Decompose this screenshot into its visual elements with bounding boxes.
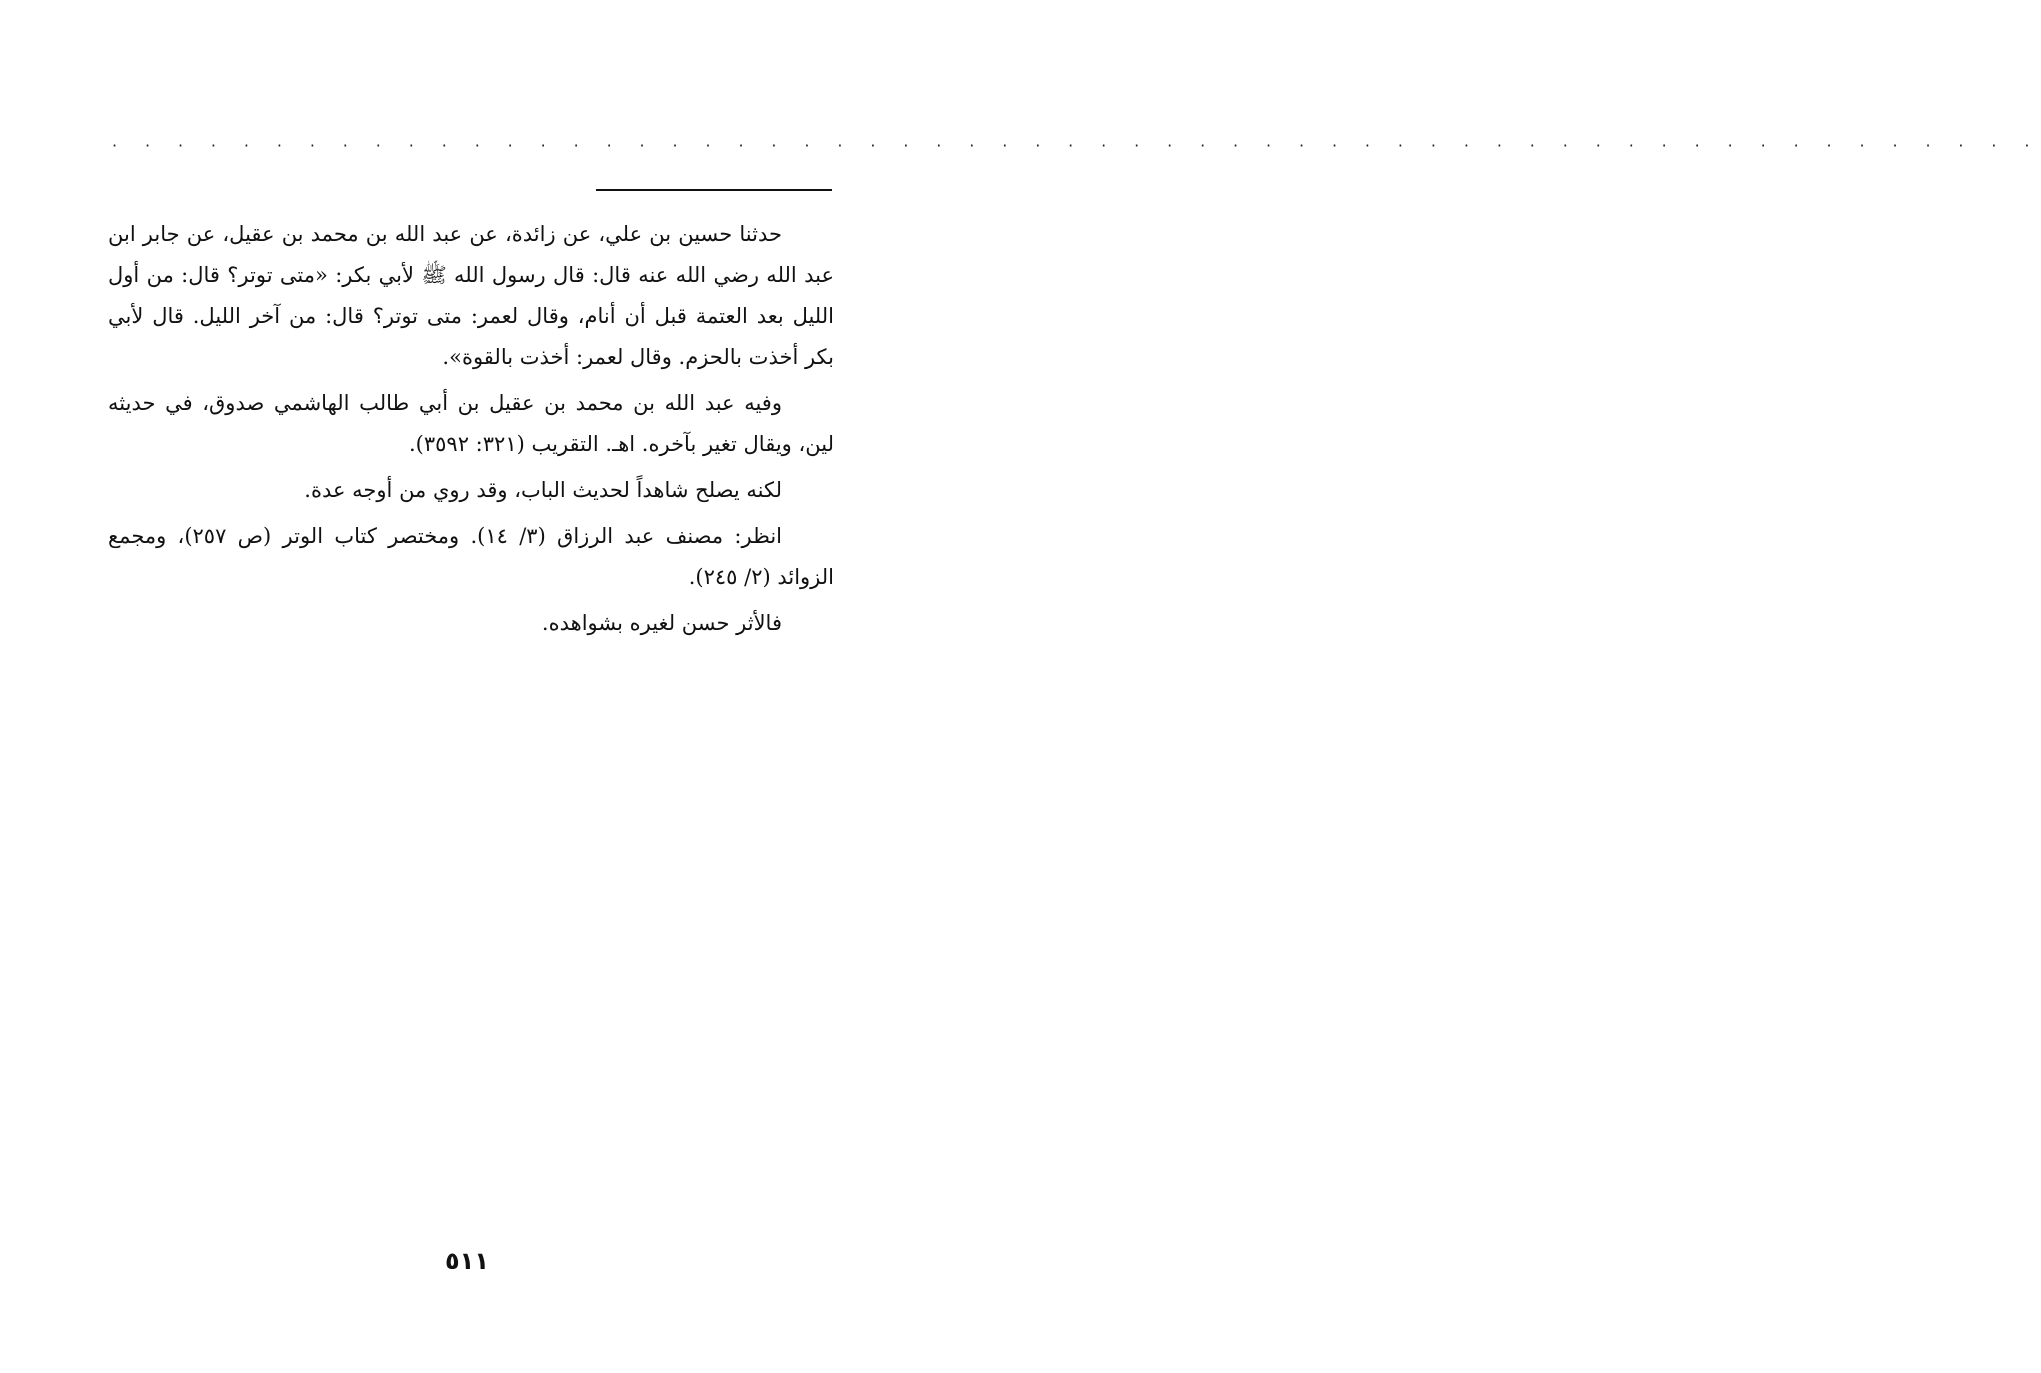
page-body [108,214,834,649]
paragraph-references: انظر: مصنف عبد الرزاق (٣/ ١٤). ومختصر كتاب الوتر (ص ٢٥٧)، ومجمع الزوائد (٢/ ٢٤٥). [108,524,834,589]
paragraph-conclusion: فالأثر حسن لغيره بشواهده. [541,611,782,635]
page-number: ٥١١ [445,1247,489,1275]
footnote-rule [596,189,832,191]
dotted-separator: · · · · · · · · · · · · · · · · · · · · · · · · · · · · · · · · · · · · · · · · · · · · · · · · · · · · · · · · · · · [112,136,2041,155]
paragraph-narrator-note: وفيه عبد الله بن محمد بن عقيل بن أبي طالب الهاشمي صدوق، في حديثه لين، ويقال تغير بآخره. اهـ. التقريب (٣٢١: ٣٥٩٢). [108,391,834,456]
paragraph-hadith: حدثنا حسين بن علي، عن زائدة، عن عبد الله بن محمد بن عقيل، عن جابر ابن عبد الله رضي الله عنه قال: قال رسول الله ﷺ لأبي بكر: «متى توتر؟ قال: من أول الليل بعد العتمة قبل أن أنام، وقال لعمر: متى توتر؟ قال: من آخر الليل. قال لأبي بكر أخذت بالحزم. وقال لعمر: أخذت بالقوة». [108,222,834,369]
paragraph-supporting: لكنه يصلح شاهداً لحديث الباب، وقد روي من أوجه عدة. [304,478,782,502]
